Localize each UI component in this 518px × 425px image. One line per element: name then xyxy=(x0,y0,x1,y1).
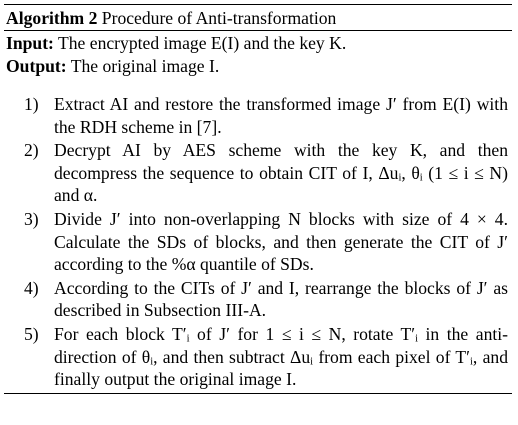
step-text: Decrypt AI by AES scheme with the key K, and then decompress the sequence to obtain CIT of I, Δuᵢ, θᵢ (1 ≤ i ≤ N) and α. xyxy=(54,140,508,206)
output-line xyxy=(6,55,510,78)
io-block xyxy=(4,31,512,78)
step-number: 5) xyxy=(24,323,39,344)
step-number: 4) xyxy=(24,277,39,298)
step-text: According to the CITs of J′ and I, rearrange the blocks of J′ as described in Subsection III-A. xyxy=(54,277,508,321)
output-text: The original image I. xyxy=(70,56,220,76)
step-item xyxy=(4,208,512,276)
step-text: Extract AI and restore the transformed image J′ from E(I) with the RDH scheme in [7]. xyxy=(54,94,508,137)
bottom-rule xyxy=(4,393,512,394)
algorithm-label: Algorithm 2 xyxy=(6,8,98,28)
step-item xyxy=(4,139,512,207)
step-item xyxy=(4,277,512,322)
step-list xyxy=(4,93,512,391)
step-text: Divide J′ into non-overlapping N blocks with size of 4 × 4. Calculate the SDs of blocks, and then generate the CIT of J′ according to the %α quantile of SDs. xyxy=(54,208,508,275)
input-text: The encrypted image E(I) and the key K. xyxy=(58,33,347,53)
step-number: 2) xyxy=(24,140,39,161)
step-text: For each block T′ᵢ of J′ for 1 ≤ i ≤ N, rotate T′ᵢ in the anti-direction of θᵢ, and then subtract Δuᵢ from each pixel of T′ᵢ, and finally output the original image I. xyxy=(54,323,508,390)
input-line xyxy=(6,32,510,55)
input-label: Input: xyxy=(6,33,54,53)
algorithm-box xyxy=(4,4,512,394)
step-number: 3) xyxy=(24,208,39,229)
step-number: 1) xyxy=(24,94,39,114)
step-item xyxy=(4,93,512,138)
output-label: Output: xyxy=(6,56,67,76)
step-item xyxy=(4,323,512,391)
algorithm-caption xyxy=(4,5,512,30)
algorithm-title: Procedure of Anti-transformation xyxy=(101,8,337,28)
